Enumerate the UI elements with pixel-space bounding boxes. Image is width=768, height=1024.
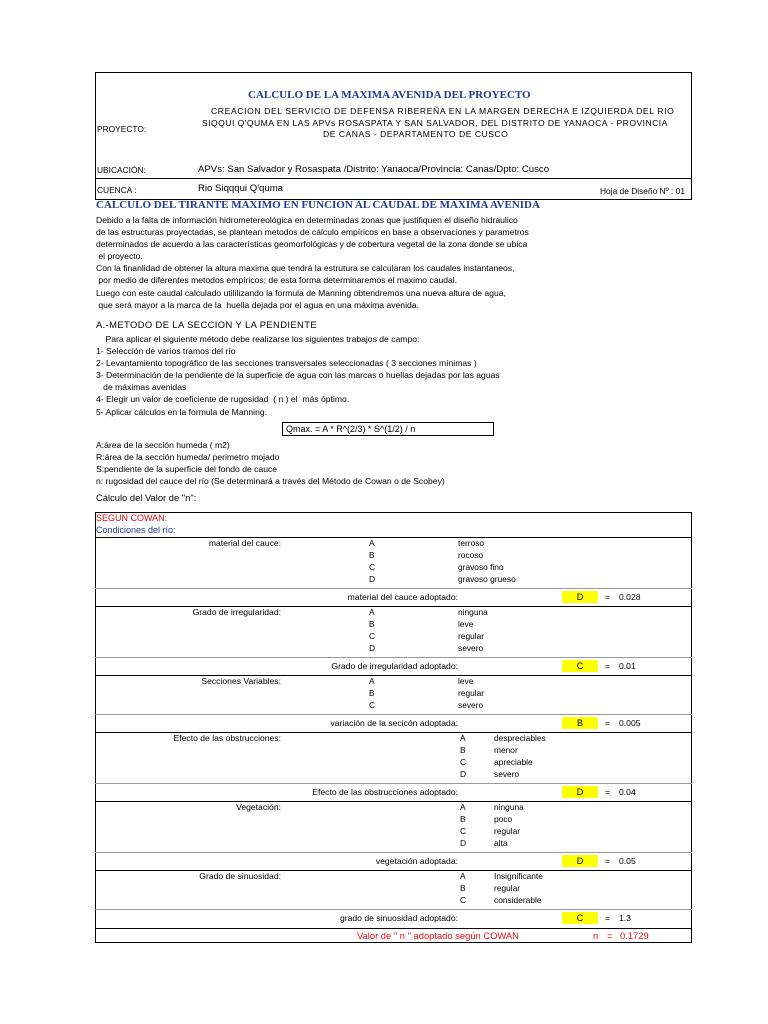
option-label: despreciables xyxy=(494,733,546,743)
project-line-3: DE CANAS - DEPARTAMENTO DE CUSCO xyxy=(323,129,509,139)
ubicacion-divider xyxy=(95,178,692,179)
intro-line: de las estructuras proyectadas, se plantean metodos de cálculo empíricos en base a observaciones y parametros xyxy=(96,227,529,238)
adopted-value: 0.05 xyxy=(619,856,636,866)
option-label: regular xyxy=(458,688,485,698)
group-separator xyxy=(95,783,692,784)
intro-line: por medio de diferentes metodos empíricos; de esta forma determinaremos el maximo caudal. xyxy=(96,275,458,286)
option-label: leve xyxy=(458,676,474,686)
option-code: C xyxy=(369,562,376,572)
intro-paragraph xyxy=(96,214,529,311)
group-separator xyxy=(95,852,692,853)
adopted-label: Grado de irregularidad adoptado: xyxy=(331,661,458,671)
equals-sign: = xyxy=(605,856,611,866)
cuenca-value: Rio Siqqqui Q'quma xyxy=(198,183,284,194)
main-title: CALCULO DE LA MAXIMA AVENIDA DEL PROYECTO xyxy=(248,89,531,101)
option-code: C xyxy=(460,826,467,836)
equals-sign: = xyxy=(605,592,611,602)
option-code: D xyxy=(460,769,467,779)
option-label: rocoso xyxy=(458,550,484,560)
definition-line: n: rugosidad del cauce del río (Se determinará a través del Método de Cowan o de Scobey) xyxy=(96,476,445,487)
definition-line: S:pendiente de la superficie del fondo de cauce xyxy=(96,464,278,475)
result-n: n xyxy=(593,930,599,941)
adopted-label: material del cauce adoptado: xyxy=(347,592,458,602)
adopted-value: 0.028 xyxy=(619,592,641,602)
calc-label: Cálculo del Valor de "n": xyxy=(96,492,197,503)
option-label: alta xyxy=(494,838,508,848)
group-separator xyxy=(95,657,692,658)
group-divider xyxy=(95,801,692,802)
adopted-code-cell[interactable]: D xyxy=(562,855,598,867)
option-code: B xyxy=(460,814,466,824)
group-separator xyxy=(95,714,692,715)
option-label: regular xyxy=(458,631,485,641)
ubicacion-label: UBICACIÓN: xyxy=(97,165,146,175)
option-label: apreciable xyxy=(494,757,533,767)
option-label: poco xyxy=(494,814,513,824)
intro-line: Debido a la falta de información hidrometereológica en determinadas zonas que justifiquen el diseño hidraulico xyxy=(96,215,518,225)
group-label: Vegetación: xyxy=(236,802,281,812)
adopted-value: 0.01 xyxy=(619,661,636,671)
option-code: C xyxy=(369,700,376,710)
equals-sign: = xyxy=(605,787,611,797)
method-line: de máximas avenidas xyxy=(96,382,187,393)
adopted-code-cell[interactable]: D xyxy=(562,591,598,603)
result-eq: = xyxy=(607,930,613,941)
adopted-code-cell[interactable]: C xyxy=(562,660,598,672)
option-code: D xyxy=(369,574,376,584)
hoja-label: Hoja de Diseño Nº : 01 xyxy=(600,186,685,196)
option-code: A xyxy=(369,607,375,617)
method-line: 1- Selección de varios tramos del río xyxy=(96,346,236,357)
intro-line: que será mayor a la marca de la huella dejada por el agua en una máxima avenida. xyxy=(96,299,419,310)
intro-line: el proyecto. xyxy=(96,251,143,262)
option-code: C xyxy=(460,757,467,767)
option-code: B xyxy=(369,619,375,629)
result-value: 0.1729 xyxy=(620,930,649,941)
option-label: ninguna xyxy=(494,802,524,812)
option-code: A xyxy=(460,733,466,743)
option-code: A xyxy=(460,871,466,881)
method-line: 5- Aplicar cálculos en la formula de Manning. xyxy=(96,406,268,417)
option-label: considerable xyxy=(494,895,542,905)
definition-line: R:área de la sección humeda/ perimetro mojado xyxy=(96,452,280,463)
group-label: Grado de sinuosidad: xyxy=(199,871,281,881)
group-divider xyxy=(95,675,692,676)
group-divider xyxy=(95,606,692,607)
option-label: severo xyxy=(458,700,484,710)
adopted-code-cell[interactable]: C xyxy=(562,912,598,924)
adopted-value: 0.005 xyxy=(619,718,641,728)
group-separator xyxy=(95,588,692,589)
option-code: C xyxy=(460,895,467,905)
intro-line: Luego con este caudal calculado utililizando la formula de Manning obtendremos una nueva altura de agua, xyxy=(96,287,506,298)
option-code: C xyxy=(369,631,376,641)
adopted-label: variación de la secicón adoptada: xyxy=(330,718,458,728)
option-label: terroso xyxy=(458,538,485,548)
project-line-1: CREACION DEL SERVICIO DE DEFENSA RIBEREÑA EN LA MARGEN DERECHA E IZQUIERDA DEL RIO xyxy=(211,106,675,116)
table-header-divider xyxy=(95,537,692,538)
option-label: regular xyxy=(494,826,521,836)
cuenca-label: CUENCA : xyxy=(97,185,137,195)
equals-sign: = xyxy=(605,661,611,671)
method-line: 4- Elegir un valor de coeficiente de rugosidad ( n ) el más óptimo. xyxy=(96,394,350,405)
option-label: severo xyxy=(458,643,484,653)
intro-line: Con la finanlidad de obtener la altura maxima que tendrá la estrutura se calcularan los caudales instantaneos, xyxy=(96,263,515,274)
adopted-value: 0.04 xyxy=(619,787,636,797)
option-code: B xyxy=(369,688,375,698)
option-label: regular xyxy=(494,883,521,893)
method-list xyxy=(96,333,500,418)
option-code: A xyxy=(460,802,466,812)
option-label: severo xyxy=(494,769,520,779)
adopted-code-cell[interactable]: B xyxy=(562,717,598,729)
cowan-title: SEGUN COWAN: xyxy=(96,513,168,523)
option-label: gravoso grueso xyxy=(458,574,516,584)
adopted-label: Efecto de las obstrucciones adoptado: xyxy=(312,787,458,797)
adopted-value: 1.3 xyxy=(619,913,631,923)
option-code: B xyxy=(460,745,466,755)
intro-line: determinados de acuerdo a las características geomorfológicas y de cobertura vegetal de la zona donde se ubica xyxy=(96,239,528,250)
equals-sign: = xyxy=(605,718,611,728)
option-code: B xyxy=(369,550,375,560)
option-label: menor xyxy=(494,745,518,755)
section-title: CALCULO DEL TIRANTE MAXIMO EN FUNCION AL CAUDAL DE MAXIMA AVENIDA xyxy=(96,199,540,211)
group-label: Efecto de las obstrucciones: xyxy=(173,733,281,743)
option-code: D xyxy=(460,838,467,848)
project-line-2: SIQQUI Q'QUMA EN LAS APVs ROSASPATA Y SAN SALVADOR, DEL DISTRITO DE YANAOCA - PROVINCIA xyxy=(202,118,668,128)
group-divider xyxy=(95,870,692,871)
definitions-list xyxy=(96,439,445,487)
adopted-code-cell[interactable]: D xyxy=(562,786,598,798)
adopted-label: vegetación adoptada: xyxy=(375,856,458,866)
method-line: 2- Levantamiento topográfico de las secciones transversales seleccionadas ( 3 secciones mínimas ) xyxy=(96,358,477,369)
group-label: material del cauce: xyxy=(208,538,281,548)
option-label: Insignificante xyxy=(494,871,543,881)
option-label: gravoso fino xyxy=(458,562,504,572)
option-label: leve xyxy=(458,619,474,629)
adopted-label: grado de sinuosidad adoptado: xyxy=(339,913,458,923)
equals-sign: = xyxy=(605,913,611,923)
method-line: Para aplicar el siguiente método debe realizarse los siguientes trabajos de campo: xyxy=(96,334,420,344)
method-title: A.-METODO DE LA SECCION Y LA PENDIENTE xyxy=(96,319,317,330)
option-code: A xyxy=(369,676,375,686)
result-divider xyxy=(95,928,692,929)
manning-formula: Qmax. = A * R^(2/3) * S^(1/2) / n xyxy=(282,422,494,436)
definition-line: A:área de la sección humeda ( m2) xyxy=(96,440,230,450)
method-line: 3- Determinación de la pendiente de la superficie de agua con las marcas o huellas dejadas por las aguas xyxy=(96,370,500,381)
group-label: Secciones Variables: xyxy=(201,676,281,686)
option-code: D xyxy=(369,643,376,653)
option-label: ninguna xyxy=(458,607,488,617)
project-label: PROYECTO: xyxy=(97,124,147,134)
group-label: Grado de irregularidad: xyxy=(192,607,281,617)
result-label: Valor de " n " adoptado según COWAN xyxy=(357,930,519,941)
group-separator xyxy=(95,909,692,910)
option-code: A xyxy=(369,538,375,548)
ubicacion-value: APVs: San Salvador y Rosaspata /Distrito: Yanaoca/Provincia: Canas/Dpto: Cusco xyxy=(198,164,550,175)
option-code: B xyxy=(460,883,466,893)
cowan-subtitle: Condiciones del río: xyxy=(96,525,176,535)
